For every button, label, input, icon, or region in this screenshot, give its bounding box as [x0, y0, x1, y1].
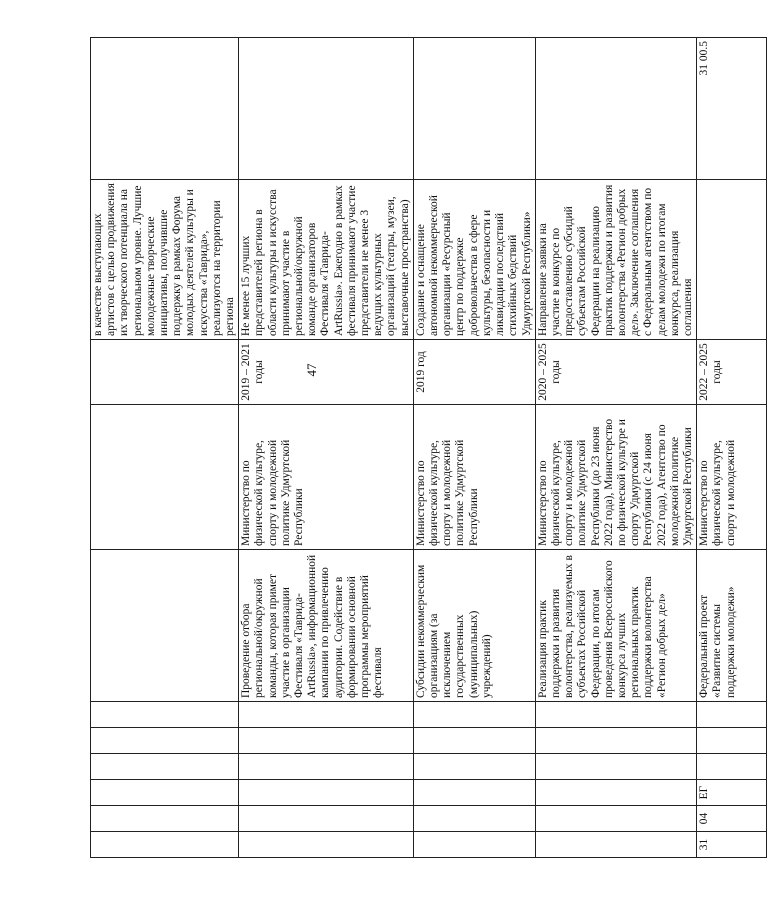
empty-cell: [239, 702, 414, 728]
rotated-table-wrapper: [90, 38, 737, 858]
empty-cell: [697, 754, 767, 780]
period-cell: 2019 – 2021 годы: [239, 340, 414, 405]
empty-cell: [91, 728, 239, 754]
executor-cell: Министерство по физической культуре, спорту и молодежной: [697, 405, 767, 550]
code-cell-2: [535, 806, 696, 832]
code-cell-1: [239, 832, 414, 858]
executor-cell: [91, 405, 239, 550]
table-row: [535, 38, 696, 858]
table-row: [697, 38, 767, 858]
executor-cell: Министерство по физической культуре, спорту и молодежной политике Удмуртской Республики: [413, 405, 535, 550]
table-row: [239, 38, 414, 858]
empty-cell: [91, 754, 239, 780]
empty-cell: [413, 702, 535, 728]
measure-name-cell: Субсидии некоммерческим организациям (за исключением государственных (муниципальных) учреждений): [413, 550, 535, 702]
empty-cell: [239, 754, 414, 780]
amount-cell: [239, 38, 414, 180]
code-cell-1: [535, 832, 696, 858]
amount-cell: [535, 38, 696, 180]
code-cell-2: [239, 806, 414, 832]
result-cell: Создание и оснащение автономной некоммерческой организации «Ресурсный центр по поддержке добровольчества в сфере культуры, безопасности и ликвидации последствий стихийных бедствий Удмуртской Республики»: [413, 180, 535, 340]
result-cell: Направление заявки на участие в конкурсе по предоставлению субсидий субъектам Российской Федерации на реализацию практик поддержки и развития волонтерства «Регион добрых дел». Заключение соглашения с Федеральным агентством по делам молодежи по итогам конкурса, реализация соглашения: [535, 180, 696, 340]
amount-cell: [413, 38, 535, 180]
empty-cell: [535, 728, 696, 754]
measure-name-cell: [91, 550, 239, 702]
empty-cell: [91, 702, 239, 728]
code-cell-3: [91, 780, 239, 806]
period-cell: 2020 – 2025 годы: [535, 340, 696, 405]
empty-cell: [535, 754, 696, 780]
empty-cell: [697, 728, 767, 754]
amount-cell: [91, 38, 239, 180]
table-row: [91, 38, 239, 858]
executor-cell: Министерство по физической культуре, спорту и молодежной политике Удмуртской Республики (до 23 июня 2022 года), Министерство по физической культуре и спорту Удмуртской Республики (с 24 июня 2022 года), Агентство по молодежной политике Удмуртской Республики: [535, 405, 696, 550]
measure-name-cell: Реализация практик поддержки и развития волонтерства, реализуемых в субъектах Российской Федерации, по итогам проведения Всероссийского конкурса лучших региональных практик поддержки волонтерства «Регион добрых дел»: [535, 550, 696, 702]
program-table: [90, 37, 767, 858]
code-cell-3: ЕГ: [697, 780, 767, 806]
code-cell-1: [413, 832, 535, 858]
empty-cell: [413, 728, 535, 754]
table-row: [413, 38, 535, 858]
empty-cell: [697, 702, 767, 728]
measure-name-cell: Федеральный проект «Развитие системы поддержки молодежи»: [697, 550, 767, 702]
code-cell-3: [535, 780, 696, 806]
period-cell: [91, 340, 239, 405]
executor-cell: Министерство по физической культуре, спорту и молодежной политике Удмуртской Республики: [239, 405, 414, 550]
result-cell: [697, 180, 767, 340]
empty-cell: [239, 728, 414, 754]
measure-name-cell: Проведение отбора региональной/окружной команды, которая примет участие в организации Фестиваля «Таврида-ArtRussia», информационной кампании по привлечению аудитории. Содействие в формировании основной программы мероприятий фестиваля: [239, 550, 414, 702]
empty-cell: [535, 702, 696, 728]
code-cell-3: [413, 780, 535, 806]
result-cell: в качестве выступающих артистов с целью продвижения их творческого потенциала на региональном уровне. Лучшие молодежные творческие инициативы, получившие поддержку в рамках Форума молодых деятелей культуры и искусства «Таврида», реализуются на территории региона: [91, 180, 239, 340]
code-cell-1: [91, 832, 239, 858]
code-cell-1: 31: [697, 832, 767, 858]
code-cell-2: [91, 806, 239, 832]
result-cell: Не менее 15 лучших представителей региона в области культуры и искусства принимают участие в региональной/окружной команде организаторов Фестиваля «Таврида-ArtRussia». Ежегодно в рамках фестиваля принимают участие представители не менее 3 ведущих культурных организаций (театры, музеи, выставочные пространства): [239, 180, 414, 340]
page-number: 47: [304, 363, 319, 377]
period-cell: 2022 – 2025 годы: [697, 340, 767, 405]
code-cell-2: 04: [697, 806, 767, 832]
code-cell-2: [413, 806, 535, 832]
empty-cell: [413, 754, 535, 780]
period-cell: 2019 год: [413, 340, 535, 405]
code-cell-3: [239, 780, 414, 806]
amount-cell: 31 00.5: [697, 38, 767, 180]
